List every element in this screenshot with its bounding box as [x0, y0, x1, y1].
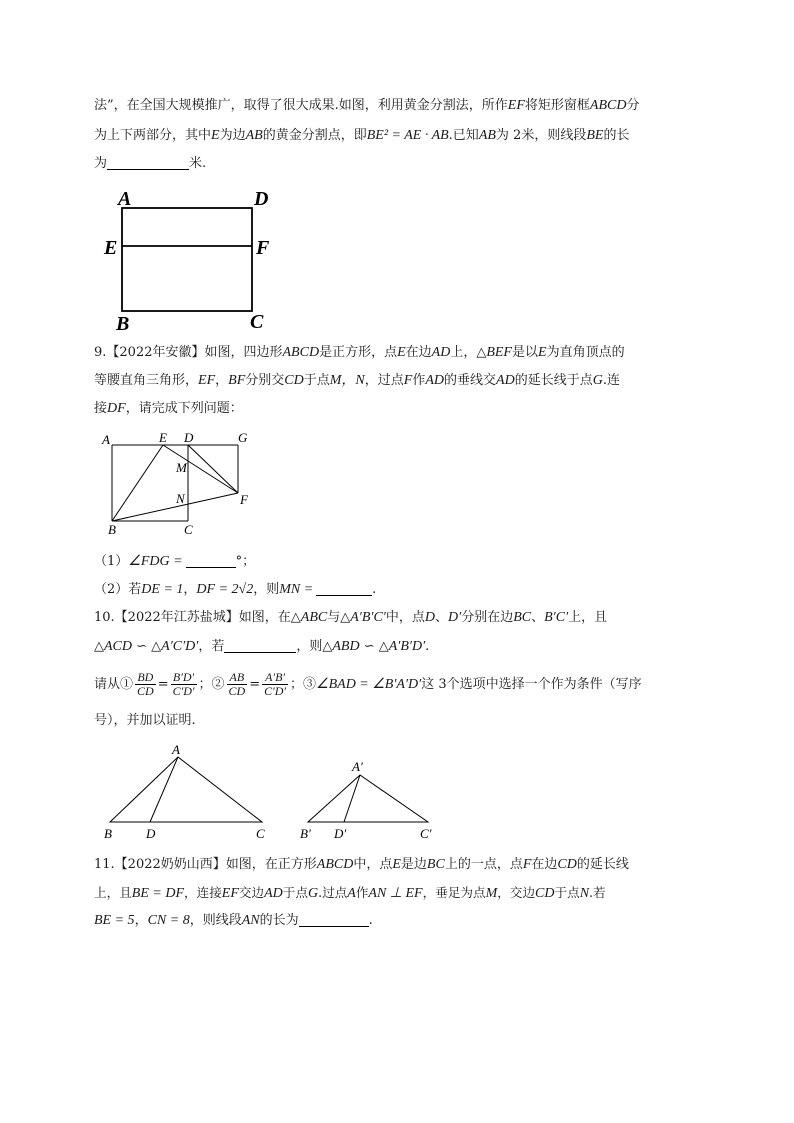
label-n: N — [176, 491, 185, 506]
fraction-ab-cd — [227, 671, 248, 698]
q11-math: M — [485, 886, 498, 901]
label-c-prime: C′ — [420, 826, 432, 841]
fraction-ab-cd-prime — [262, 671, 288, 698]
q9-text: ，请完成下列问题： — [125, 401, 243, 416]
q9-text: 9.【2022年安徽】如图，四边形 — [94, 345, 283, 360]
q9-text: 上，△ — [450, 345, 487, 360]
q8-text: 的黄金分割点，即 — [262, 128, 367, 143]
q10-text: 中，点 — [385, 610, 425, 625]
q9-text: .连 — [602, 373, 620, 388]
fraction-denominator: CD — [228, 684, 246, 698]
q9-text: （1） — [94, 554, 129, 569]
q11-math: AD — [264, 886, 283, 901]
segment-ad — [150, 757, 178, 822]
q9-math: MN = — [279, 582, 314, 597]
q11-math: G — [307, 886, 319, 901]
q10-math: ABC — [300, 610, 328, 625]
q11-math: F — [522, 857, 532, 872]
q9-text: 为直角顶点的 — [546, 345, 625, 360]
q10-math: A′C′D′ — [161, 639, 199, 654]
q10-text: ；③ — [290, 677, 317, 692]
q10-math: A′B′D′ — [388, 639, 426, 654]
q11-text: 是边 — [400, 857, 427, 872]
segment-bf — [112, 493, 238, 521]
q11-text: . — [368, 913, 373, 928]
q10-line-3 — [94, 670, 642, 700]
q8-text: 米. — [189, 156, 207, 171]
q8-text: 法”，在全国大规模推广，取得了很大成果.如图，利用黄金分割法，所作 — [94, 98, 508, 113]
q9-text: 的延长线于点 — [514, 373, 593, 388]
q10-text: 这 3个选项中选择一个作为条件（写序 — [421, 677, 642, 692]
q9-math: DF = 2√2 — [196, 582, 254, 597]
q9-math: E — [397, 345, 406, 360]
fraction-denominator: CD — [137, 684, 154, 698]
q10-text: 上，且 — [568, 610, 608, 625]
q10-math: BC — [513, 610, 532, 625]
q9-math: AD — [431, 345, 451, 360]
condition-blank[interactable] — [224, 638, 296, 653]
label-b: B — [116, 313, 130, 334]
q9-text: 是以 — [511, 345, 538, 360]
q8-math: AB — [245, 128, 263, 143]
q10-line-2 — [94, 637, 429, 657]
answer-blank[interactable] — [186, 553, 236, 568]
q11-math: ABCD — [316, 857, 354, 872]
q11-math: N — [579, 886, 590, 901]
q10-math: ABD — [332, 639, 360, 654]
q9-text: 在边 — [405, 345, 432, 360]
q9-text: 是正方形，点 — [319, 345, 398, 360]
fraction-bd-cd — [135, 671, 156, 698]
segment-ef — [163, 445, 238, 493]
q9-math: DE = 1 — [141, 582, 184, 597]
q9-text: ，则 — [253, 582, 280, 597]
q9-text: 于点 — [303, 373, 330, 388]
label-g: G — [238, 430, 248, 445]
q10-text: = — [157, 677, 169, 692]
q9-math: BEF — [486, 345, 512, 360]
q11-math: E — [392, 857, 401, 872]
q10-line-1 — [94, 608, 607, 628]
q11-text: 交边 — [238, 885, 265, 900]
answer-blank[interactable] — [107, 155, 189, 170]
q11-text: ，则线段 — [189, 913, 242, 928]
q10-math: B′C′ — [544, 610, 569, 625]
q11-text: 的延长线 — [576, 857, 629, 872]
triangle-abc-prime — [308, 775, 428, 822]
q10-text: 10.【2022年江苏盐城】如图，在△ — [94, 610, 301, 625]
fraction-numerator: B′D′ — [171, 671, 197, 685]
q11-text: 的长为 — [259, 913, 299, 928]
label-d: D — [184, 430, 194, 445]
fraction-denominator: C′D′ — [172, 684, 195, 698]
q10-line-4 — [94, 711, 196, 731]
label-c: C — [250, 311, 264, 333]
q11-math: BE = DF — [131, 886, 184, 901]
q9-text: （2）若 — [94, 582, 142, 597]
q11-text: 上的一点，点 — [444, 857, 523, 872]
q8-math: BE — [586, 128, 604, 143]
q11-text: 11.【2022奶奶山西】如图，在正方形 — [94, 857, 317, 872]
q8-line-1 — [94, 96, 639, 116]
q9-line-3 — [94, 399, 243, 419]
q9-math: BF — [228, 373, 246, 388]
label-e: E — [159, 430, 167, 445]
q9-text: 的垂线交 — [444, 373, 497, 388]
q11-math: EF — [221, 886, 239, 901]
label-c: C — [184, 522, 193, 537]
q10-text: . — [425, 639, 430, 654]
q11-math: BC — [426, 857, 445, 872]
q8-math: ABCD — [589, 98, 627, 113]
q8-text: 为 2米，则线段 — [495, 128, 587, 143]
fraction-numerator: AB — [227, 671, 248, 685]
label-b-prime: B′ — [300, 826, 311, 841]
q9-math: CD — [284, 373, 304, 388]
label-m: M — [176, 460, 187, 475]
q8-text: 的长 — [603, 128, 630, 143]
q9-line-1 — [94, 343, 625, 363]
q10-text: 、 — [435, 610, 449, 625]
q11-math: BE = 5 — [94, 913, 135, 928]
q9-math: G — [592, 373, 603, 388]
q9-part-1 — [94, 552, 255, 572]
fraction-denominator: C′D′ — [264, 684, 287, 698]
q10-math: D — [424, 610, 435, 625]
triangle-abc — [110, 757, 262, 822]
q11-math: A — [347, 886, 356, 901]
q9-text: ， — [215, 373, 229, 388]
q10-text: ，则△ — [296, 639, 333, 654]
q11-line-3 — [94, 911, 373, 931]
q9-text: . — [372, 582, 377, 597]
q11-math: AN — [241, 913, 260, 928]
q10-text: 请从① — [94, 677, 134, 692]
q8-math: EF — [507, 98, 525, 113]
label-b: B — [108, 522, 116, 537]
q11-math: CN = 8 — [147, 913, 190, 928]
label-d: D — [146, 826, 156, 841]
q9-math: M，N — [329, 373, 365, 388]
segment-df — [188, 445, 238, 493]
q10-math: D′ — [448, 610, 462, 625]
label-a: A — [172, 742, 180, 757]
q10-math: ∠BAD = ∠B′A′D′ — [316, 677, 422, 692]
q8-text: 为 — [94, 156, 108, 171]
q8-line-3 — [94, 154, 206, 174]
q10-text: ，若 — [198, 639, 225, 654]
q9-part-2 — [94, 580, 376, 600]
answer-blank[interactable] — [316, 581, 372, 596]
label-f: F — [256, 237, 270, 259]
q11-text: 上，且 — [94, 885, 132, 900]
q11-line-1 — [94, 855, 629, 875]
fraction-bd-cd-prime — [171, 671, 197, 698]
q11-text: 中，点 — [353, 857, 393, 872]
q9-figure-square — [100, 428, 270, 540]
q9-math: F — [403, 373, 413, 388]
q8-text: 分 — [626, 98, 640, 113]
q8-figure-window-frame — [100, 182, 280, 334]
q9-math: AD — [496, 373, 515, 388]
q9-line-2 — [94, 371, 620, 391]
q9-text: ， — [183, 582, 197, 597]
q9-text: 等腰直角三角形， — [94, 373, 199, 388]
q11-math: AN ⊥ EF — [368, 886, 423, 901]
q11-text: 于点 — [282, 885, 308, 900]
label-e: E — [104, 237, 118, 259]
q8-text: 将矩形窗框 — [524, 98, 590, 113]
label-a-prime: A′ — [352, 759, 363, 774]
label-b: B — [104, 826, 112, 841]
q9-math: AD — [425, 373, 444, 388]
q10-text: 、 — [531, 610, 545, 625]
q8-text: 为边 — [219, 128, 246, 143]
q11-text: 在边 — [531, 857, 558, 872]
q9-text: 分别交 — [245, 373, 285, 388]
q9-math: ABCD — [282, 345, 320, 360]
q11-text: 于点 — [554, 885, 580, 900]
q8-line-2 — [94, 126, 629, 146]
q9-math: E — [538, 345, 547, 360]
q8-text: .已知 — [448, 128, 479, 143]
q11-text: 作 — [355, 885, 369, 900]
q8-text: 为上下两部分，其中 — [94, 128, 212, 143]
q11-line-2 — [94, 883, 606, 904]
q10-text: 分别在边 — [461, 610, 514, 625]
q10-math: ACD — [104, 639, 132, 654]
label-d-prime: D′ — [334, 826, 347, 841]
q9-text: 接 — [94, 401, 108, 416]
q10-math: A′B′C′ — [350, 610, 386, 625]
q9-text: ，过点 — [364, 373, 404, 388]
q10-text: △ — [94, 639, 104, 654]
q9-text: °； — [235, 554, 256, 569]
q8-math: E — [211, 128, 220, 143]
segment-be — [112, 445, 163, 521]
q10-text: ；② — [198, 677, 225, 692]
q10-text: 号），并加以证明. — [94, 713, 196, 728]
label-a: A — [118, 188, 132, 210]
q11-math: CD — [557, 857, 577, 872]
fraction-numerator: BD — [135, 671, 156, 685]
fraction-numerator: A′B′ — [262, 671, 288, 685]
q11-math: CD — [535, 886, 555, 901]
q9-math: ∠FDG = — [128, 554, 183, 569]
q11-text: ，垂足为点 — [422, 885, 486, 900]
q8-math: AB — [478, 128, 496, 143]
q11-text: ， — [134, 913, 148, 928]
label-a: A — [102, 432, 110, 447]
label-d: D — [254, 188, 269, 210]
q10-figure-triangles — [98, 742, 438, 842]
label-c: C — [256, 826, 265, 841]
q11-text: .若 — [589, 885, 606, 900]
q11-text: ，连接 — [184, 885, 222, 900]
rectangle-abcd — [122, 208, 252, 311]
q10-text: 与△ — [327, 610, 351, 625]
q9-text: 作 — [412, 373, 426, 388]
label-f: F — [240, 492, 248, 507]
q10-text: ∽ △ — [359, 639, 389, 654]
q9-math: EF — [198, 373, 216, 388]
q11-text: ，交边 — [497, 885, 536, 900]
q11-text: .过点 — [318, 885, 348, 900]
q9-math: DF — [107, 401, 126, 416]
answer-blank[interactable] — [299, 912, 369, 927]
q8-equation: BE² = AE · AB — [366, 128, 449, 143]
q10-text: ∽ △ — [132, 639, 162, 654]
q10-text: = — [249, 677, 261, 692]
